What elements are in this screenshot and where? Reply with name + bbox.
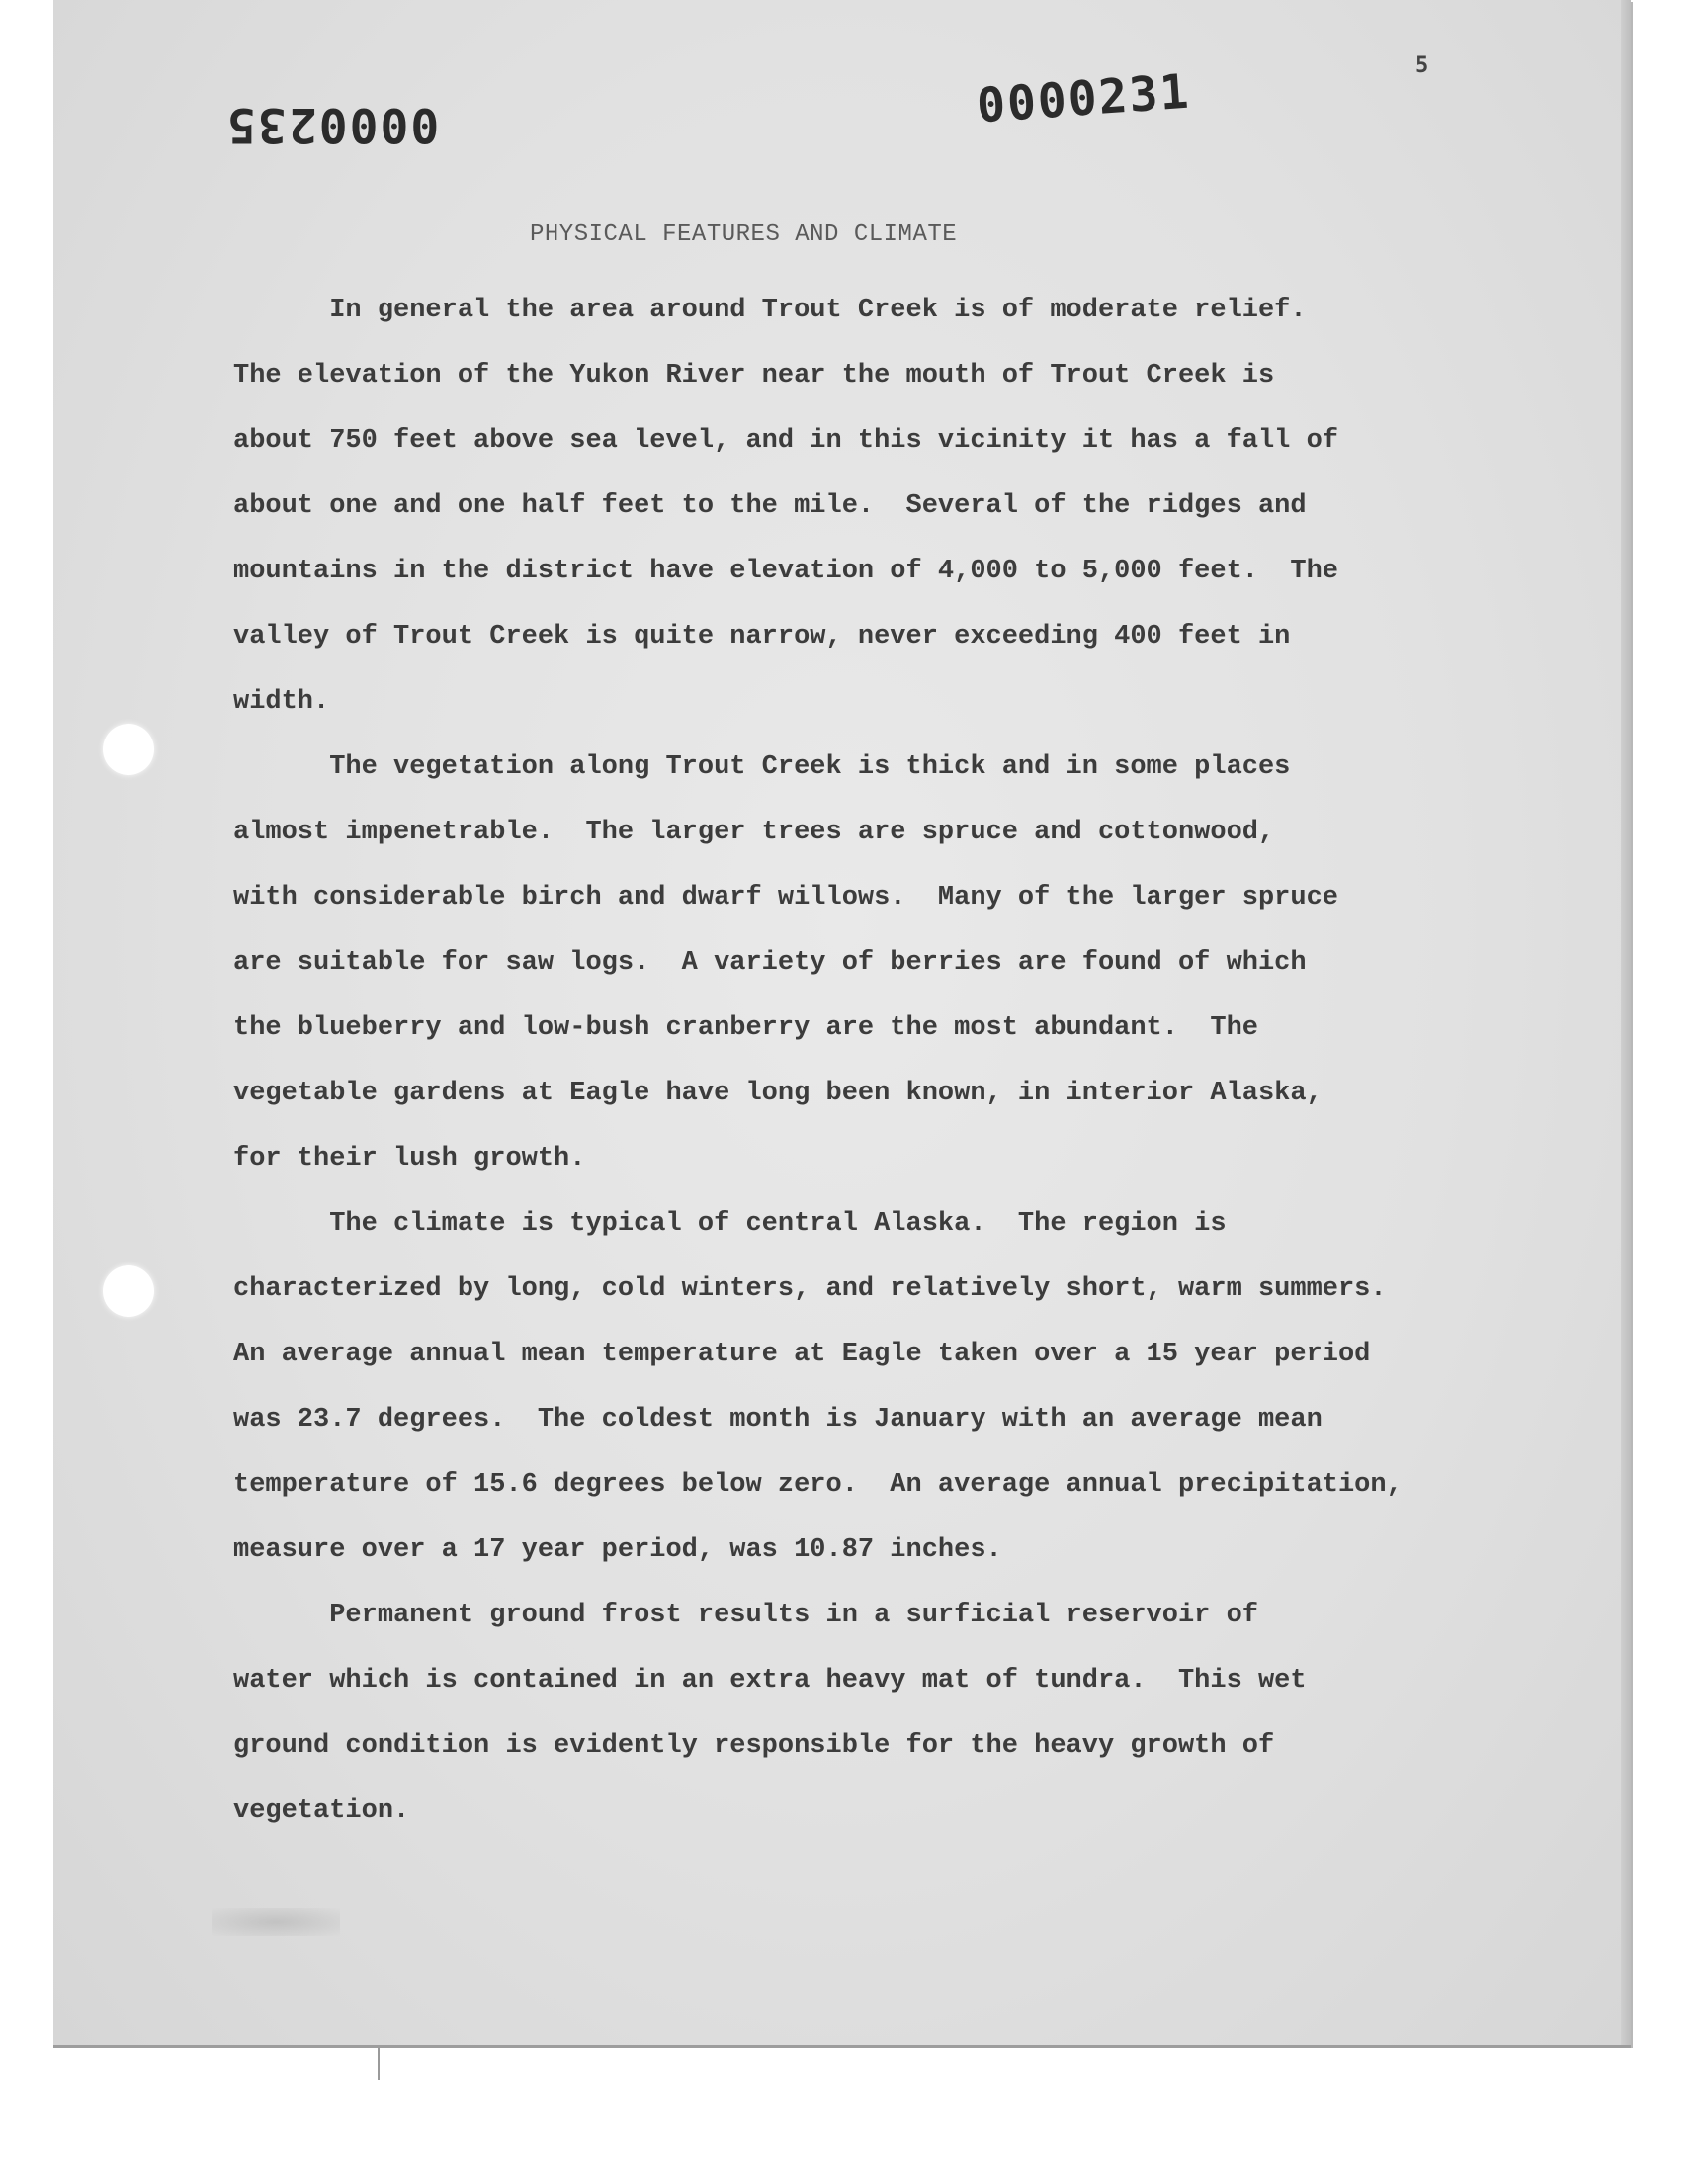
paragraph [233, 1191, 1459, 1583]
text-line: vegetation. [233, 1796, 410, 1826]
text-line: ground condition is evidently responsible for the heavy growth of [233, 1731, 1275, 1761]
text-line: almost impenetrable. The larger trees are spruce and cottonwood, [233, 818, 1275, 847]
paragraph [233, 735, 1459, 1191]
text-line: The vegetation along Trout Creek is thick and in some places [233, 752, 1291, 782]
text-line: for their lush growth. [233, 1144, 586, 1174]
binding-mark [378, 2048, 380, 2080]
text-line: characterized by long, cold winters, and relatively short, warm summers. [233, 1274, 1387, 1304]
text-line: temperature of 15.6 degrees below zero. An average annual precipitation, [233, 1470, 1403, 1500]
section-title: PHYSICAL FEATURES AND CLIMATE [530, 221, 958, 248]
stamp-number-left: 0000235 [225, 97, 440, 152]
page-bottom-edge [53, 2044, 1631, 2048]
text-line: valley of Trout Creek is quite narrow, never exceeding 400 feet in [233, 622, 1291, 652]
text-line: about one and one half feet to the mile. Several of the ridges and [233, 491, 1307, 521]
punch-hole-icon [103, 1265, 154, 1317]
text-line: water which is contained in an extra heavy mat of tundra. This wet [233, 1666, 1307, 1696]
text-line: about 750 feet above sea level, and in this vicinity it has a fall of [233, 426, 1338, 456]
text-line: mountains in the district have elevation of 4,000 to 5,000 feet. The [233, 557, 1338, 586]
text-line: Permanent ground frost results in a surficial reservoir of [233, 1601, 1258, 1630]
page-edge-shadow [1621, 0, 1631, 2046]
text-line: An average annual mean temperature at Eagle taken over a 15 year period [233, 1340, 1371, 1369]
text-line: In general the area around Trout Creek is of moderate relief. [233, 296, 1307, 325]
text-line: the blueberry and low-bush cranberry are the most abundant. The [233, 1013, 1258, 1043]
smudge-mark [212, 1908, 340, 1936]
text-line: was 23.7 degrees. The coldest month is January with an average mean [233, 1405, 1323, 1435]
text-line: are suitable for saw logs. A variety of berries are found of which [233, 948, 1307, 978]
text-line: The elevation of the Yukon River near the mouth of Trout Creek is [233, 361, 1275, 391]
page-number: 5 [1415, 53, 1429, 78]
text-line: The climate is typical of central Alaska. The region is [233, 1209, 1227, 1239]
text-line: width. [233, 687, 330, 717]
paragraph [233, 278, 1459, 735]
punch-hole-icon [103, 724, 154, 775]
stamp-number-right: 0000231 [975, 63, 1192, 134]
text-line: with considerable birch and dwarf willows. Many of the larger spruce [233, 883, 1338, 913]
body-text [233, 278, 1459, 1844]
text-line: vegetable gardens at Eagle have long been known, in interior Alaska, [233, 1079, 1323, 1108]
paragraph [233, 1583, 1459, 1844]
text-line: measure over a 17 year period, was 10.87 inches. [233, 1535, 1002, 1565]
